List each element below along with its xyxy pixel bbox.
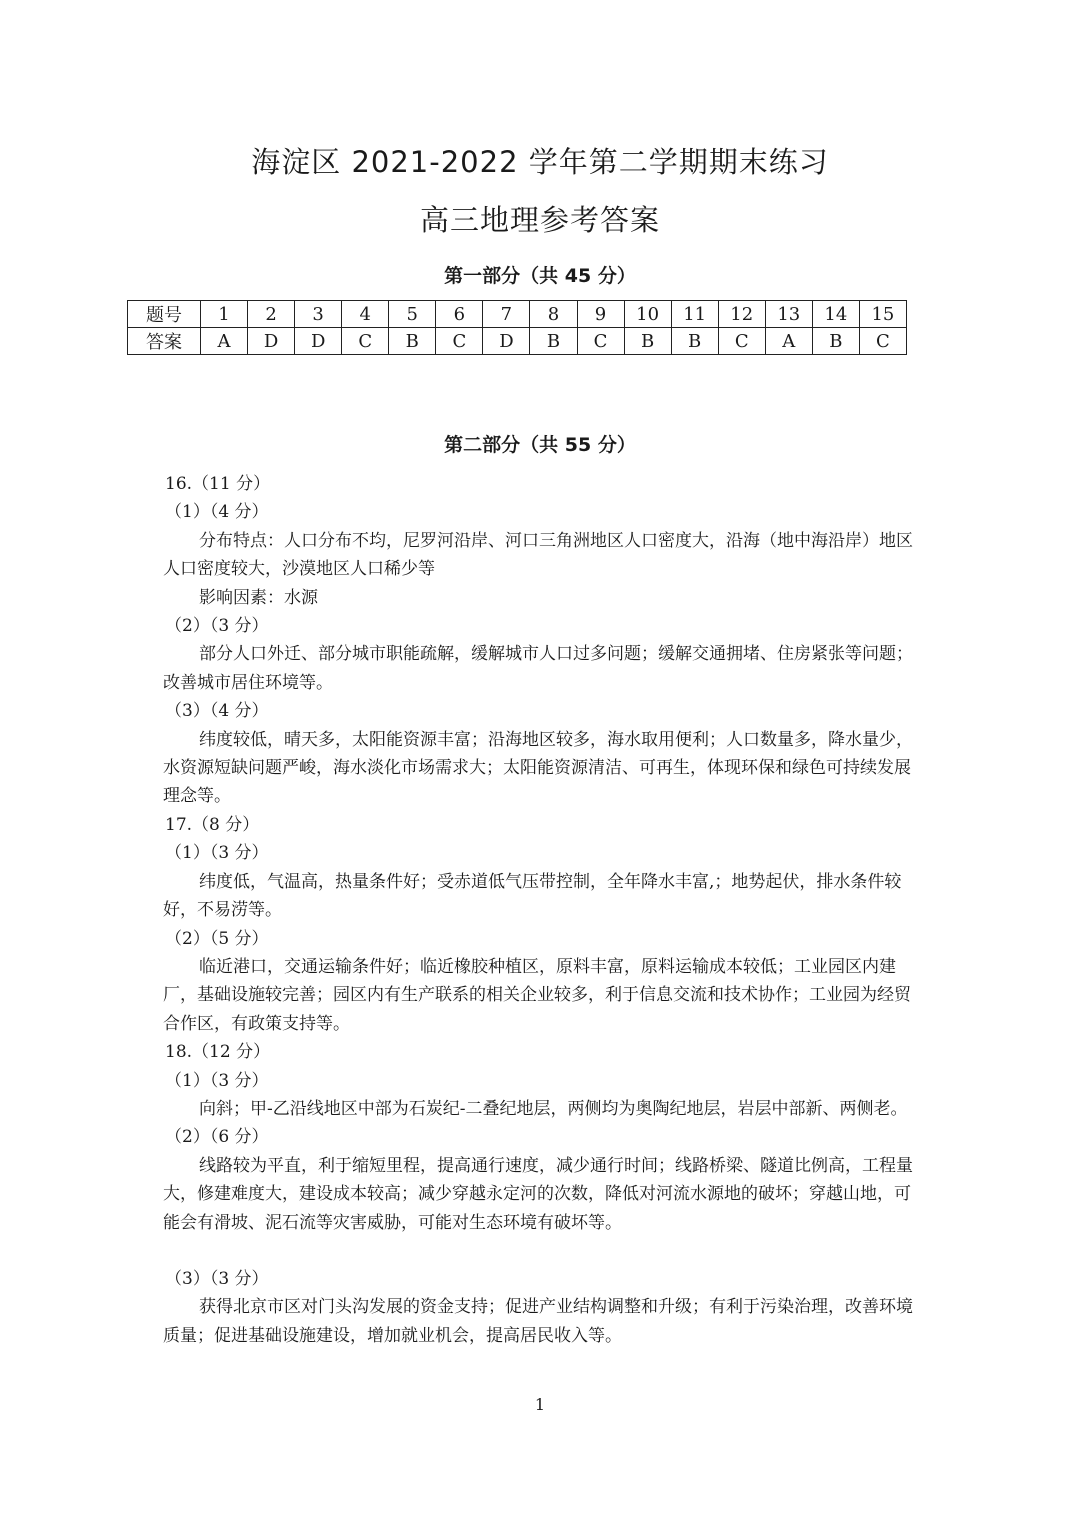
answer-cell: D	[483, 328, 530, 355]
answer-cell: C	[436, 328, 483, 355]
question-number-cell: 8	[530, 301, 577, 328]
answer-cell: A	[201, 328, 248, 355]
q18-sub1-heading: （1）（3 分）	[165, 1070, 269, 1091]
answer-cell: D	[295, 328, 342, 355]
answer-cell: B	[624, 328, 671, 355]
part1-heading: 第一部分（共 45 分）	[444, 265, 636, 287]
question-number-cell: 9	[577, 301, 624, 328]
answer-cell: C	[718, 328, 765, 355]
answer-cell: B	[671, 328, 718, 355]
question-number-cell: 14	[812, 301, 859, 328]
question-number-cell: 11	[671, 301, 718, 328]
row-label-question: 题号	[128, 301, 201, 328]
answer-cell: A	[765, 328, 812, 355]
question-number-cell: 4	[342, 301, 389, 328]
page-subtitle: 高三地理参考答案	[419, 203, 660, 237]
question-number-cell: 6	[436, 301, 483, 328]
part2-content	[163, 470, 923, 1350]
q17-sub2-heading: （2）（5 分）	[165, 928, 269, 949]
q16-sub2-answer: 部分人口外迁、部分城市职能疏解，缓解城市人口过多问题；缓解交通拥堵、住房紧张等问题；改善城市居住环境等。	[163, 644, 913, 693]
answer-cell: D	[248, 328, 295, 355]
question-number-cell: 7	[483, 301, 530, 328]
q18-sub1-answer: 向斜；甲-乙沿线地区中部为石炭纪-二叠纪地层，两侧均为奥陶纪地层，岩层中部新、两侧老。	[199, 1098, 908, 1119]
q16-sub3-heading: （3）（4 分）	[165, 701, 269, 722]
answer-cell: C	[859, 328, 906, 355]
question-number-cell: 1	[201, 301, 248, 328]
page-number: 1	[534, 1395, 546, 1414]
question-16-heading: 16.（11 分）	[165, 474, 271, 494]
q17-sub1-heading: （1）（3 分）	[165, 843, 269, 864]
q16-sub1-answer-a: 分布特点：人口分布不均，尼罗河沿岸、河口三角洲地区人口密度大，沿海（地中海沿岸）地区人口密度较大，沙漠地区人口稀少等	[163, 530, 913, 580]
answer-cell: C	[577, 328, 624, 355]
question-18-heading: 18.（12 分）	[165, 1042, 271, 1063]
q16-sub2-heading: （2）（3 分）	[165, 616, 269, 637]
question-number-cell: 13	[765, 301, 812, 328]
q16-sub1-answer-b: 影响因素：水源	[199, 587, 318, 608]
question-number-cell: 10	[624, 301, 671, 328]
q16-sub1-heading: （1）（4 分）	[165, 502, 269, 523]
q18-sub3-answer: 获得北京市区对门头沟发展的资金支持；促进产业结构调整和升级；有利于污染治理，改善环境质量；促进基础设施建设，增加就业机会，提高居民收入等。	[163, 1297, 913, 1346]
q17-sub1-answer: 纬度低，气温高，热量条件好；受赤道低气压带控制，全年降水丰富,；地势起伏，排水条件较好，不易涝等。	[163, 871, 902, 921]
q18-sub2-answer: 线路较为平直，利于缩短里程，提高通行速度，减少通行时间；线路桥梁、隧道比例高，工程量大，修建难度大，建设成本较高；减少穿越永定河的次数，降低对河流水源地的破坏；穿越山地，可能会有滑坡、泥石流等灾害威胁，可能对生态环境有破坏等。	[163, 1155, 913, 1233]
answer-table	[127, 300, 907, 355]
question-17-heading: 17.（8 分）	[165, 814, 260, 835]
question-number-cell: 15	[859, 301, 906, 328]
answer-cell: C	[342, 328, 389, 355]
question-number-cell: 12	[718, 301, 765, 328]
q18-sub2-heading: （2）（6 分）	[165, 1127, 269, 1148]
row-label-answer: 答案	[128, 328, 201, 355]
q18-sub3-heading: （3）（3 分）	[165, 1268, 269, 1289]
page-title: 海淀区 2021-2022 学年第二学期期末练习	[251, 145, 829, 179]
question-number-cell: 2	[248, 301, 295, 328]
question-number-cell: 5	[389, 301, 436, 328]
part2-heading: 第二部分（共 55 分）	[444, 434, 636, 456]
answer-cell: B	[389, 328, 436, 355]
answer-row	[128, 328, 907, 355]
question-number-row	[128, 301, 907, 328]
q17-sub2-answer: 临近港口，交通运输条件好；临近橡胶种植区，原料丰富，原料运输成本较低；工业园区内建厂，基础设施较完善；园区内有生产联系的相关企业较多，利于信息交流和技术协作；工业园为经贸合作区，有政策支持等。	[163, 956, 911, 1034]
question-number-cell: 3	[295, 301, 342, 328]
q16-sub3-answer: 纬度较低，晴天多，太阳能资源丰富；沿海地区较多，海水取用便利；人口数量多，降水量少，水资源短缺问题严峻，海水淡化市场需求大；太阳能资源清洁、可再生，体现环保和绿色可持续发展理念等。	[163, 729, 913, 807]
answer-cell: B	[812, 328, 859, 355]
answer-cell: B	[530, 328, 577, 355]
